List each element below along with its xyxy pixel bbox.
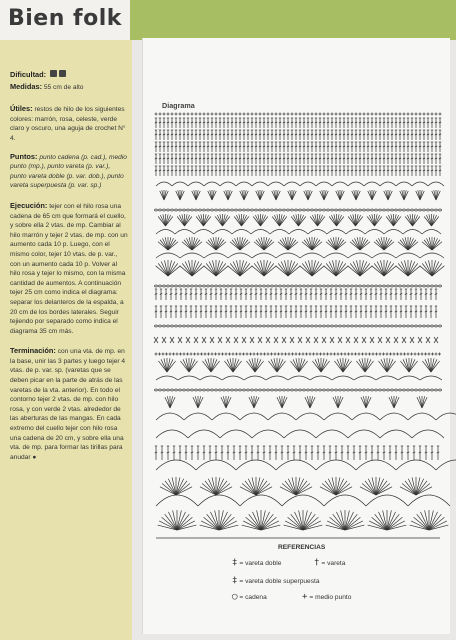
- references-title: REFERENCIAS: [278, 544, 326, 551]
- reference-label: = vareta: [321, 560, 346, 567]
- ejecucion-text: tejer con el hilo rosa una cadena de 65 cm que formará el cuello, y sobre ella 2 vtas. de mp. Cambiar al hilo marrón y tejer 2 vtas. de mp. con un aumento cada 10 p. Luego, con el mismo color, tejer 10 vtas. de p. var., con un aumento cada 10 p. Volver al hilo rosa y tejer lo mismo, con la misma cantidad de aumentos. A continuación tejer 25 cm como indica el diagrama: separar los delanteros de la espalda, a 20 cm de los bordes laterales. Seguir tejiendo por separado como indica el diagrama 35 cm más.: [10, 202, 128, 335]
- reference-label: = vareta doble: [239, 560, 282, 567]
- terminacion-label: Terminación:: [10, 346, 56, 356]
- puntos-label: Puntos:: [10, 151, 38, 161]
- utiles-text: restos de hilo de los siguientes colores: marrón, rosa, celeste, verde claro y oscuro, una aguja de crochet N° 4.: [10, 106, 126, 143]
- page-title: Bien folk: [8, 6, 122, 31]
- reference-cadena: [232, 592, 267, 602]
- reference-vareta-doble: [232, 558, 281, 568]
- measures-value: 55 cm de alto: [43, 83, 84, 91]
- medio-punto-icon: +: [302, 592, 308, 602]
- vareta-doble-superpuesta-icon: ‡: [232, 576, 238, 586]
- reference-vareta: [314, 558, 345, 568]
- diagram-label: Diagrama: [162, 101, 195, 110]
- puntos-text: punto cadena (p. cad.), medio punto (mp.), punto vareta (p. var.), punto vareta doble (p. var. dob.), punto vareta superpuesta (p. var. sp.): [10, 153, 127, 190]
- reference-label: = vareta doble superpuesta: [239, 578, 320, 585]
- reference-label: = medio punto: [309, 594, 352, 601]
- reference-vareta-doble-superpuesta: [232, 576, 320, 586]
- terminacion-text: con una vta. de mp. en la base, unir las 3 partes y luego tejer 4 vtas. de p. var. sp. (varetas que se deben picar en la parte de atrás de las varetas de la vta. anterior). En todo el contorno tejer 2 vtas. de mp. con hilo rosa, y con verde 2 vtas. alrededor de las aberturas de las mangas. En cada extremo del cuello tejer con hilo rosa una cadena de 20 cm, y sobre ella una vta. de mp. para formar las tirillas para anudar: [10, 348, 126, 461]
- ejecucion-label: Ejecución:: [10, 200, 48, 210]
- measures-label: Medidas:: [10, 81, 43, 91]
- end-bullet: ●: [32, 453, 37, 461]
- utiles-label: Útiles:: [10, 104, 33, 114]
- difficulty-label: Dificultad:: [10, 70, 47, 80]
- vareta-icon: †: [314, 558, 320, 568]
- vareta-doble-icon: ‡: [232, 558, 238, 568]
- cadena-icon: ◯: [232, 592, 238, 602]
- reference-medio-punto: [302, 592, 351, 602]
- references-box: [232, 544, 432, 634]
- reference-label: = cadena: [239, 594, 267, 601]
